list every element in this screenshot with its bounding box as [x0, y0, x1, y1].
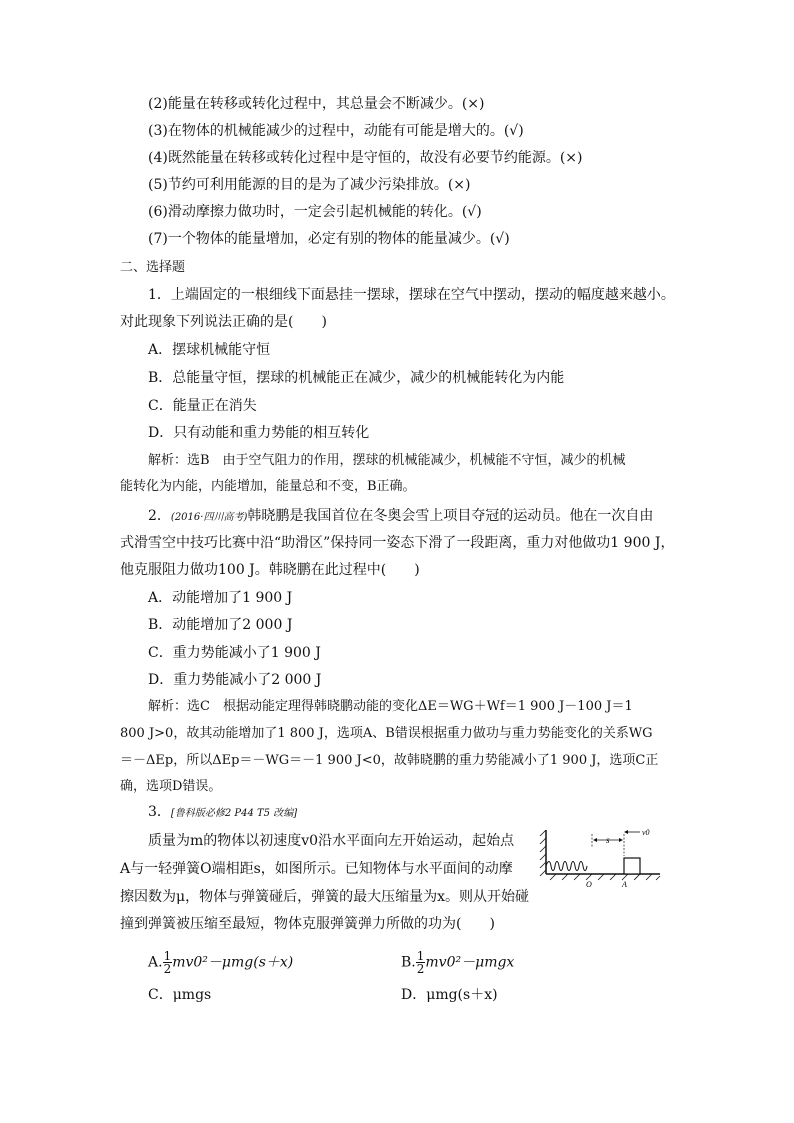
q2-stem-text: 韩晓鹏是我国首位在冬奥会雪上项目夺冠的运动员。他在一次自由: [247, 508, 654, 524]
q3-option-b-expr: mv0²－μmgx: [425, 954, 515, 971]
q3-stem-line2: A与一轻弹簧O端相距s，如图所示。已知物体与水平面间的动摩: [120, 861, 513, 877]
q2-option-a: A．动能增加了1 900 J: [148, 590, 293, 606]
q3-number: 3．: [148, 804, 171, 820]
q3-option-c: C．μmgs: [148, 987, 212, 1003]
q1-analysis-line1: 解析：选B 由于空气阻力的作用，摆球的机械能减少，机械能不守恒，减少的机械: [148, 453, 626, 468]
q1-option-a: A．摆球机械能守恒: [148, 342, 271, 358]
q3-option-a-prefix: A.: [148, 954, 163, 971]
q2-stem-line3: 他克服阻力做功100 J。韩晓鹏在此过程中( ): [120, 562, 420, 578]
q1-option-b: B．总能量守恒，摆球的机械能正在减少，减少的机械能转化为内能: [148, 370, 565, 386]
block: [624, 858, 640, 874]
label-a: A: [622, 880, 627, 889]
q2-analysis-line4: 确，选项D错误。: [120, 779, 222, 794]
q3-option-b-prefix: B.: [401, 954, 416, 971]
q3-option-a-expr: mv0²－μmg(s＋x): [172, 954, 294, 971]
q3-stem-line4: 撞到弹簧被压缩至最短，物体克服弹簧弹力所做的功为( ): [120, 916, 495, 932]
label-o: O: [586, 880, 592, 889]
judgment-item-6: (6)滑动摩擦力做功时，一定会引起机械能的转化。(√): [148, 204, 482, 220]
judgment-item-3: (3)在物体的机械能减少的过程中，动能有可能是增大的。(√): [148, 123, 524, 139]
q2-stem-line2: 式滑雪空中技巧比赛中沿“助滑区”保持同一姿态下滑了一段距离，重力对他做功1 900 J，: [120, 535, 675, 551]
judgment-item-4: (4)既然能量在转移或转化过程中是守恒的，故没有必要节约能源。(×): [148, 150, 583, 166]
q1-stem-line1: 1．上端固定的一根细线下面悬挂一摆球，摆球在空气中摆动，摆动的幅度越来越小。: [148, 287, 675, 303]
q3-option-d: D．μmg(s＋x): [401, 987, 498, 1003]
label-v0: v0: [642, 828, 650, 837]
spring: [546, 862, 587, 871]
q2-option-c: C．重力势能减小了1 900 J: [148, 645, 321, 661]
q1-analysis-line2: 能转化为内能，内能增加，能量总和不变，B正确。: [120, 479, 416, 494]
judgment-item-2: (2)能量在转移或转化过程中，其总量会不断减少。(×): [148, 96, 485, 112]
q1-stem-line2: 对此现象下列说法正确的是( ): [120, 314, 327, 330]
q2-option-d: D．重力势能减小了2 000 J: [148, 672, 322, 688]
q1-option-c: C．能量正在消失: [148, 398, 257, 414]
q2-number: 2．: [148, 508, 171, 524]
judgment-item-5: (5)节约可利用能源的目的是为了减少污染排放。(×): [148, 177, 471, 193]
q2-analysis-line1: 解析：选C 根据动能定理得韩晓鹏动能的变化ΔE＝WG＋Wf＝1 900 J－100 J＝1: [148, 699, 633, 714]
section-title: 二、选择题: [120, 260, 186, 275]
q3-option-a: [148, 950, 293, 975]
q3-option-b: [401, 950, 514, 975]
q3-source: [鲁科版必修2 P44 T5 改编]: [170, 808, 298, 819]
q2-analysis-line3: ＝－ΔEp，所以ΔEp＝－WG＝－1 900 J<0，故韩晓鹏的重力势能减小了1 900 J，选项C正: [120, 753, 659, 768]
q2-source: (2016·四川高考): [170, 512, 248, 523]
q3-stem-line3: 擦因数为μ，物体与弹簧碰后，弹簧的最大压缩量为x。则从开始碰: [120, 889, 529, 905]
fraction-half: $\frac{1}{2}$: [163, 949, 172, 976]
q2-stem-line1: [148, 506, 704, 528]
q3-header: [148, 802, 704, 824]
spring-block-figure: [538, 826, 662, 890]
q2-option-b: B．动能增加了2 000 J: [148, 617, 293, 633]
judgment-item-7: (7)一个物体的能量增加，必定有别的物体的能量减少。(√): [148, 231, 510, 247]
q2-analysis-line2: 800 J>0，故其动能增加了1 800 J，选项A、B错误根据重力做功与重力势能变化的关系WG: [120, 726, 653, 741]
q1-option-d: D．只有动能和重力势能的相互转化: [148, 425, 370, 441]
q3-stem-line1: 质量为m的物体以初速度v0沿水平面向左开始运动，起始点: [148, 833, 515, 849]
label-s: s: [606, 835, 610, 845]
fraction-half: $\frac{1}{2}$: [416, 949, 425, 976]
